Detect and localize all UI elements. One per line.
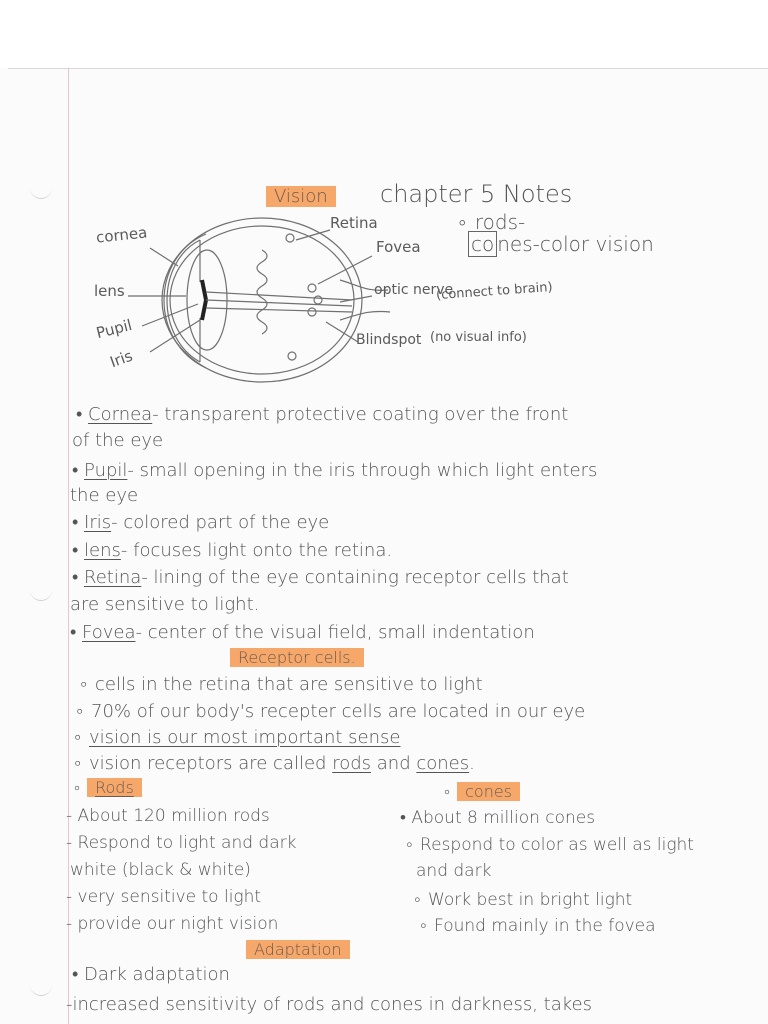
section-heading-receptor: Receptor cells.: [230, 648, 364, 667]
cones-item: and dark: [416, 861, 492, 881]
page-title: Vision: [266, 186, 336, 207]
label-optic-note: (connect to brain): [435, 279, 554, 304]
legend-cones: co nes-color vision: [468, 232, 654, 256]
label-fovea: Fovea: [376, 238, 421, 256]
definition-cornea: • Cornea- transparent protective coating over the front: [76, 404, 569, 425]
definition-iris: • Iris- colored part of the eye: [72, 512, 330, 533]
section-heading-cones: ∘ cones: [442, 782, 520, 801]
receptor-bullet: ∘ 70% of our body's recepter cells are located in our eye: [74, 701, 586, 722]
section-heading-rods: ∘ Rods: [72, 778, 142, 797]
rods-item: white (black & white): [70, 860, 251, 880]
rods-item: - provide our night vision: [66, 914, 279, 934]
chapter-subtitle: chapter 5 Notes: [380, 180, 573, 208]
cones-item: ∘ Found mainly in the fovea: [418, 916, 656, 936]
label-lens: lens: [94, 282, 125, 300]
cones-item: ∘ Respond to color as well as light: [404, 835, 694, 855]
cones-item: ∘ Work best in bright light: [412, 890, 633, 910]
label-pupil: Pupil: [94, 315, 134, 343]
adaptation-bullet: • Dark adaptation: [72, 964, 230, 985]
adaptation-line: -increased sensitivity of rods and cones in darkness, takes: [66, 994, 592, 1015]
label-retina: Retina: [330, 214, 378, 232]
receptor-bullet: ∘ cells in the retina that are sensitive to light: [78, 674, 483, 695]
definition-retina: • Retina- lining of the eye containing receptor cells that: [72, 567, 569, 588]
definition-lens: • lens- focuses light onto the retina.: [72, 540, 393, 561]
receptor-bullet-last: ∘ vision receptors are called rods and cones.: [72, 753, 475, 774]
definition-retina-cont: are sensitive to light.: [70, 594, 260, 615]
label-blindspot: Blindspot: [356, 332, 422, 348]
definition-cornea-cont: of the eye: [72, 430, 164, 451]
rods-item: - very sensitive to light: [66, 887, 262, 907]
eye-inner-wall: [170, 226, 354, 374]
label-blindspot-note: (no visual info): [430, 330, 527, 345]
label-optic-nerve: optic nerve: [374, 282, 454, 298]
rods-item: - Respond to light and dark: [66, 833, 297, 853]
pupil-shape: [202, 280, 206, 320]
section-heading-adaptation: Adaptation: [246, 940, 350, 959]
cones-item: • About 8 million cones: [400, 808, 596, 828]
label-cornea: cornea: [95, 223, 149, 247]
definition-pupil: • Pupil- small opening in the iris through which light enters: [72, 460, 598, 481]
rods-item: - About 120 million rods: [66, 806, 270, 826]
receptor-bullet-underlined: ∘ vision is our most important sense: [72, 727, 401, 748]
legend-rods: ∘ rods-: [456, 210, 526, 234]
definition-pupil-cont: the eye: [70, 485, 139, 506]
label-iris: Iris: [107, 346, 135, 372]
definition-fovea: • Fovea- center of the visual field, small indentation: [70, 622, 535, 643]
